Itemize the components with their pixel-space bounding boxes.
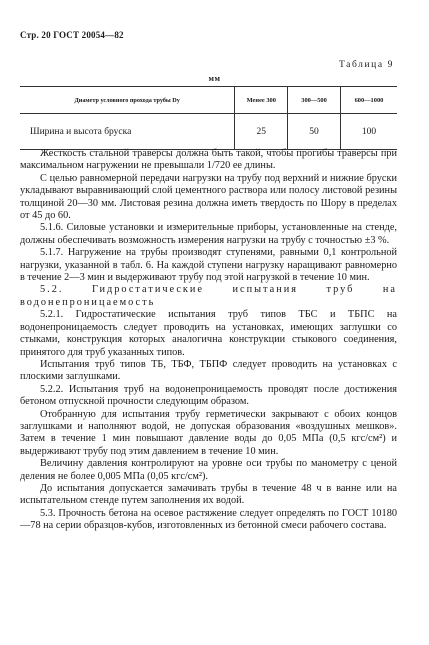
table-cell: 100 xyxy=(340,114,397,150)
paragraph: До испытания допускается замачивать трубы в течение 48 ч в ванне или на испытательном стенде путем заполнения их водой. xyxy=(20,482,397,507)
paragraph: Отобранную для испытания трубу герметически закрывают с обоих концов заглушками и наполняют водой, не допуская образования «воздушных мешков». Затем в течение 1 мин повышают давление воды до 0,05 МПа (0,5 кгс/см²) и выдерживают трубу под этим давлением в течение 10 мин. xyxy=(20,408,397,457)
paragraph: С целью равномерной передачи нагрузки на трубу под верхний и нижние бруски укладывают выравнивающий слой цементного раствора или полосу листовой резины толщиной 20—30 мм. Листовая резина должна иметь твердость по Шору в пределах от 45 до 60. xyxy=(20,172,397,222)
table-header-row xyxy=(20,87,397,114)
table-unit: мм xyxy=(208,74,221,83)
table-9 xyxy=(20,86,397,150)
paragraph: Жесткость стальной траверсы должна быть такой, чтобы прогибы траверсы при максимальном нагружении не превышали 1/720 ее длины. xyxy=(20,148,397,172)
table-row xyxy=(20,114,397,150)
paragraph: Испытания труб типов ТБ, ТБФ, ТБПФ следует проводить на установках с плоскими заглушками. xyxy=(20,358,397,383)
document-body xyxy=(20,148,397,533)
table-header-cell: Менее 300 xyxy=(235,87,288,114)
table-cell: 25 xyxy=(235,114,288,150)
table-title: Таблица 9 xyxy=(338,60,394,70)
paragraph: 5.3. Прочность бетона на осевое растяжение следует определять по ГОСТ 10180—78 на серии образцов-кубов, изготовленных из бетонной смеси рабочего состава. xyxy=(20,507,397,532)
paragraph: 5.2.2. Испытания труб на водонепроницаемость проводят после достижения бетоном отпускной прочности следующим образом. xyxy=(20,383,397,408)
paragraph: 5.2.1. Гидростатические испытания труб типов ТБС и ТБПС на водонепроницаемость следует проводить на установках, имеющих заглушки со стыками, конструкция которых аналогична конструкции стыкового соединения, принятого для труб указанных типов. xyxy=(20,309,397,358)
page-header: Стр. 20 ГОСТ 20054—82 xyxy=(20,30,124,40)
table-header-cell: Диаметр условного прохода трубы Dy xyxy=(20,87,235,114)
table-header-cell: 300—500 xyxy=(288,87,341,114)
paragraph: 5.1.7. Нагружение на трубы производят ступенями, равными 0,1 контрольной нагрузки, указанной в табл. 6. На каждой ступени нагрузку наращивают равномерно в течение 2—3 мин и выдерживают трубу под этой нагрузкой в течение 10 мин. xyxy=(20,247,397,284)
table-cell: Ширина и высота бруска xyxy=(20,114,235,150)
paragraph: 5.1.6. Силовые установки и измерительные приборы, установленные на стенде, должны обеспечивать возможность измерения нагрузки на трубу с точностью ±3 %. xyxy=(20,222,397,246)
table-header-cell: 600—1000 xyxy=(340,87,397,114)
table-cell: 50 xyxy=(288,114,341,150)
section-heading: 5.2. Гидростатические испытания труб на водонепроницаемость xyxy=(20,284,397,308)
paragraph: Величину давления контролируют на уровне оси трубы по манометру с ценой деления не более 0,005 МПа (0,05 кгс/см²). xyxy=(20,458,397,482)
